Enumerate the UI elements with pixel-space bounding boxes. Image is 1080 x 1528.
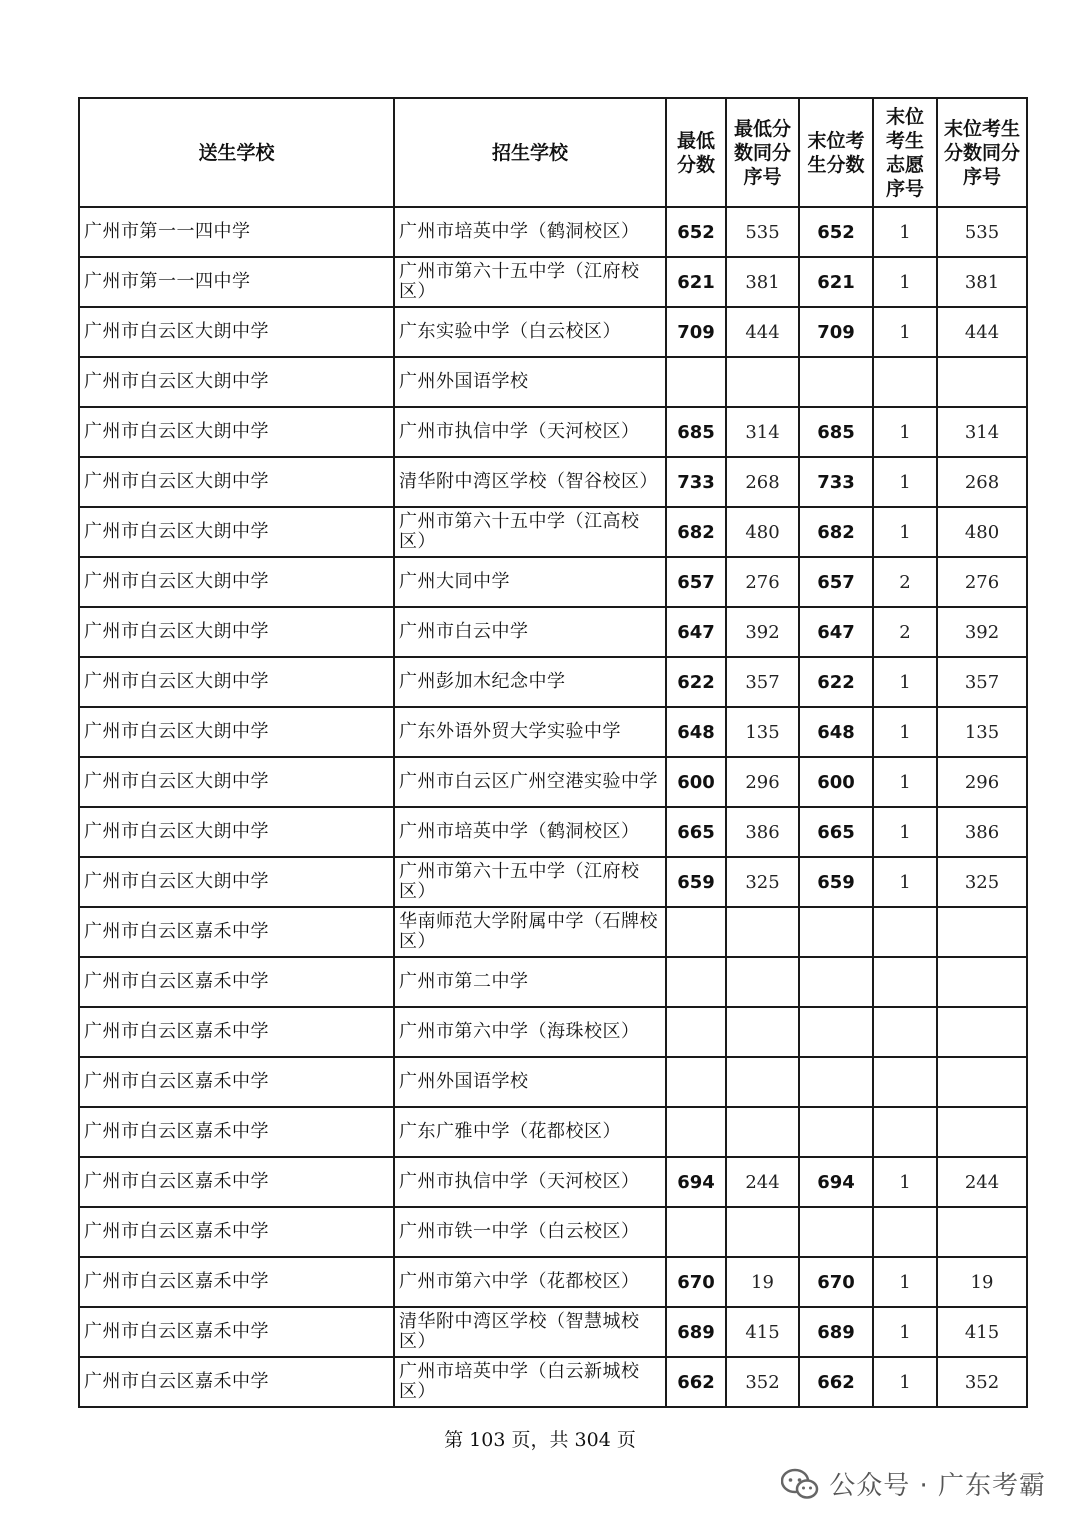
cell-sender-school: 广州市白云区大朗中学	[79, 807, 394, 857]
cell-last-wish-number: 1	[873, 1157, 937, 1207]
cell-last-wish-number: 1	[873, 207, 937, 257]
cell-recruiting-school: 广州市执信中学（天河校区）	[394, 407, 666, 457]
cell-min-score-rank: 352	[726, 1357, 799, 1407]
cell-sender-school: 广州市白云区大朗中学	[79, 857, 394, 907]
cell-recruiting-school: 广州外国语学校	[394, 1057, 666, 1107]
cell-last-wish-number	[873, 957, 937, 1007]
cell-min-score-rank: 135	[726, 707, 799, 757]
table-row	[79, 1057, 1027, 1107]
table-row	[79, 1257, 1027, 1307]
cell-recruiting-school: 广东外语外贸大学实验中学	[394, 707, 666, 757]
cell-last-wish-number: 1	[873, 407, 937, 457]
cell-last-wish-number: 1	[873, 307, 937, 357]
cell-sender-school: 广州市第一一四中学	[79, 257, 394, 307]
cell-min-score-rank: 392	[726, 607, 799, 657]
cell-last-score-rank: 276	[937, 557, 1027, 607]
cell-min-score-rank: 444	[726, 307, 799, 357]
table-row	[79, 607, 1027, 657]
cell-last-score-rank	[937, 1107, 1027, 1157]
cell-last-score: 657	[799, 557, 873, 607]
cell-min-score-rank: 276	[726, 557, 799, 607]
table-row	[79, 407, 1027, 457]
cell-min-score-rank: 381	[726, 257, 799, 307]
cell-min-score: 662	[666, 1357, 726, 1407]
cell-min-score: 665	[666, 807, 726, 857]
cell-last-score-rank: 314	[937, 407, 1027, 457]
cell-min-score: 733	[666, 457, 726, 507]
cell-last-wish-number: 1	[873, 257, 937, 307]
cell-min-score: 621	[666, 257, 726, 307]
cell-sender-school: 广州市白云区大朗中学	[79, 707, 394, 757]
cell-last-score-rank	[937, 907, 1027, 957]
cell-last-wish-number: 1	[873, 757, 937, 807]
cell-recruiting-school: 广州市第六十五中学（江府校区）	[394, 257, 666, 307]
cell-last-score	[799, 907, 873, 957]
cell-last-score-rank: 381	[937, 257, 1027, 307]
cell-recruiting-school: 华南师范大学附属中学（石牌校区）	[394, 907, 666, 957]
cell-recruiting-school: 广州市第六中学（海珠校区）	[394, 1007, 666, 1057]
cell-last-score: 670	[799, 1257, 873, 1307]
table-row	[79, 457, 1027, 507]
cell-recruiting-school: 广州市培英中学（白云新城校区）	[394, 1357, 666, 1407]
header-last-score: 末位考 生分数	[799, 98, 873, 207]
cell-last-score: 659	[799, 857, 873, 907]
cell-sender-school: 广州市白云区嘉禾中学	[79, 1357, 394, 1407]
header-last-score-rank: 末位考生 分数同分 序号	[937, 98, 1027, 207]
cell-last-wish-number	[873, 357, 937, 407]
cell-sender-school: 广州市白云区大朗中学	[79, 457, 394, 507]
table-row	[79, 757, 1027, 807]
cell-sender-school: 广州市白云区嘉禾中学	[79, 1107, 394, 1157]
cell-min-score: 659	[666, 857, 726, 907]
cell-last-score: 600	[799, 757, 873, 807]
cell-recruiting-school: 广东广雅中学（花都校区）	[394, 1107, 666, 1157]
cell-min-score: 652	[666, 207, 726, 257]
cell-last-score: 694	[799, 1157, 873, 1207]
admission-table	[78, 97, 1028, 1408]
cell-last-score	[799, 357, 873, 407]
cell-recruiting-school: 广州市铁一中学（白云校区）	[394, 1207, 666, 1257]
cell-sender-school: 广州市白云区大朗中学	[79, 407, 394, 457]
cell-last-score-rank: 392	[937, 607, 1027, 657]
cell-sender-school: 广州市白云区嘉禾中学	[79, 1207, 394, 1257]
cell-last-score-rank: 444	[937, 307, 1027, 357]
cell-recruiting-school: 广东实验中学（白云校区）	[394, 307, 666, 357]
cell-recruiting-school: 广州市第六十五中学（江府校区）	[394, 857, 666, 907]
cell-last-wish-number: 2	[873, 557, 937, 607]
cell-min-score-rank: 535	[726, 207, 799, 257]
cell-min-score	[666, 1207, 726, 1257]
cell-sender-school: 广州市白云区嘉禾中学	[79, 1007, 394, 1057]
cell-last-wish-number: 1	[873, 1307, 937, 1357]
cell-last-score-rank: 135	[937, 707, 1027, 757]
cell-last-score-rank: 535	[937, 207, 1027, 257]
cell-sender-school: 广州市白云区嘉禾中学	[79, 1257, 394, 1307]
cell-last-wish-number: 1	[873, 707, 937, 757]
cell-last-score: 685	[799, 407, 873, 457]
cell-min-score	[666, 957, 726, 1007]
cell-last-score	[799, 1007, 873, 1057]
table-row	[79, 907, 1027, 957]
table-row	[79, 1107, 1027, 1157]
table-row	[79, 1357, 1027, 1407]
cell-last-score-rank: 357	[937, 657, 1027, 707]
table-row	[79, 557, 1027, 607]
cell-last-score-rank	[937, 1007, 1027, 1057]
cell-sender-school: 广州市白云区嘉禾中学	[79, 957, 394, 1007]
cell-min-score-rank: 386	[726, 807, 799, 857]
cell-min-score: 657	[666, 557, 726, 607]
table-row	[79, 857, 1027, 907]
cell-min-score-rank	[726, 1007, 799, 1057]
cell-min-score-rank	[726, 907, 799, 957]
cell-min-score: 709	[666, 307, 726, 357]
cell-last-score-rank	[937, 1207, 1027, 1257]
cell-min-score-rank: 244	[726, 1157, 799, 1207]
cell-recruiting-school: 清华附中湾区学校（智谷校区）	[394, 457, 666, 507]
cell-last-score: 652	[799, 207, 873, 257]
cell-last-score-rank	[937, 1057, 1027, 1107]
table-row	[79, 657, 1027, 707]
cell-last-score-rank	[937, 957, 1027, 1007]
cell-sender-school: 广州市白云区大朗中学	[79, 607, 394, 657]
header-recruiting-school: 招生学校	[394, 98, 666, 207]
cell-recruiting-school: 广州市第六中学（花都校区）	[394, 1257, 666, 1307]
cell-last-score: 733	[799, 457, 873, 507]
admission-table-container	[78, 97, 1026, 1408]
cell-last-score-rank: 244	[937, 1157, 1027, 1207]
cell-last-score: 662	[799, 1357, 873, 1407]
table-row	[79, 257, 1027, 307]
table-row	[79, 307, 1027, 357]
header-sender-school: 送生学校	[79, 98, 394, 207]
table-row	[79, 1007, 1027, 1057]
cell-last-wish-number: 1	[873, 857, 937, 907]
cell-min-score	[666, 907, 726, 957]
cell-last-score: 689	[799, 1307, 873, 1357]
cell-min-score: 600	[666, 757, 726, 807]
cell-last-score-rank: 325	[937, 857, 1027, 907]
cell-recruiting-school: 广州彭加木纪念中学	[394, 657, 666, 707]
cell-last-score: 622	[799, 657, 873, 707]
cell-last-score	[799, 1207, 873, 1257]
cell-min-score-rank	[726, 357, 799, 407]
table-row	[79, 207, 1027, 257]
cell-min-score: 685	[666, 407, 726, 457]
cell-sender-school: 广州市白云区大朗中学	[79, 757, 394, 807]
cell-min-score-rank: 325	[726, 857, 799, 907]
table-row	[79, 1207, 1027, 1257]
cell-min-score: 682	[666, 507, 726, 557]
cell-recruiting-school: 广州市白云中学	[394, 607, 666, 657]
cell-last-score	[799, 957, 873, 1007]
header-min-score-rank: 最低分 数同分 序号	[726, 98, 799, 207]
cell-last-score	[799, 1057, 873, 1107]
cell-min-score	[666, 1007, 726, 1057]
table-row	[79, 357, 1027, 407]
cell-last-score: 648	[799, 707, 873, 757]
cell-last-score-rank: 415	[937, 1307, 1027, 1357]
cell-last-score-rank: 480	[937, 507, 1027, 557]
cell-min-score	[666, 1107, 726, 1157]
cell-recruiting-school: 广州外国语学校	[394, 357, 666, 407]
cell-min-score-rank	[726, 957, 799, 1007]
cell-last-wish-number	[873, 1057, 937, 1107]
table-row	[79, 1307, 1027, 1357]
cell-min-score-rank	[726, 1207, 799, 1257]
cell-min-score-rank	[726, 1107, 799, 1157]
header-min-score: 最低 分数	[666, 98, 726, 207]
cell-last-wish-number: 1	[873, 507, 937, 557]
cell-last-score: 621	[799, 257, 873, 307]
table-row	[79, 957, 1027, 1007]
cell-min-score	[666, 1057, 726, 1107]
cell-last-wish-number	[873, 907, 937, 957]
cell-min-score: 694	[666, 1157, 726, 1207]
cell-min-score-rank	[726, 1057, 799, 1107]
cell-last-wish-number: 1	[873, 807, 937, 857]
cell-recruiting-school: 广州市执信中学（天河校区）	[394, 1157, 666, 1207]
cell-last-score: 682	[799, 507, 873, 557]
cell-min-score: 689	[666, 1307, 726, 1357]
cell-recruiting-school: 广州市第二中学	[394, 957, 666, 1007]
cell-min-score-rank: 268	[726, 457, 799, 507]
cell-sender-school: 广州市白云区嘉禾中学	[79, 1157, 394, 1207]
cell-last-score-rank: 386	[937, 807, 1027, 857]
table-row	[79, 507, 1027, 557]
cell-last-wish-number	[873, 1007, 937, 1057]
cell-sender-school: 广州市第一一四中学	[79, 207, 394, 257]
cell-last-score-rank: 296	[937, 757, 1027, 807]
cell-sender-school: 广州市白云区嘉禾中学	[79, 1057, 394, 1107]
cell-sender-school: 广州市白云区大朗中学	[79, 507, 394, 557]
header-last-wish-number: 末位 考生 志愿 序号	[873, 98, 937, 207]
cell-last-score: 665	[799, 807, 873, 857]
table-row	[79, 707, 1027, 757]
cell-last-score-rank: 352	[937, 1357, 1027, 1407]
cell-sender-school: 广州市白云区嘉禾中学	[79, 1307, 394, 1357]
table-body	[79, 207, 1027, 1407]
cell-last-wish-number: 1	[873, 1357, 937, 1407]
cell-min-score-rank: 19	[726, 1257, 799, 1307]
cell-last-score	[799, 1107, 873, 1157]
cell-last-wish-number: 1	[873, 457, 937, 507]
cell-min-score-rank: 296	[726, 757, 799, 807]
cell-recruiting-school: 广州市白云区广州空港实验中学	[394, 757, 666, 807]
cell-min-score-rank: 415	[726, 1307, 799, 1357]
cell-last-wish-number	[873, 1107, 937, 1157]
cell-recruiting-school: 广州大同中学	[394, 557, 666, 607]
table-row	[79, 807, 1027, 857]
cell-recruiting-school: 广州市培英中学（鹤洞校区）	[394, 807, 666, 857]
watermark	[781, 1465, 1046, 1502]
cell-last-wish-number: 1	[873, 1257, 937, 1307]
cell-recruiting-school: 清华附中湾区学校（智慧城校区）	[394, 1307, 666, 1357]
cell-min-score-rank: 314	[726, 407, 799, 457]
cell-last-score: 647	[799, 607, 873, 657]
cell-min-score: 622	[666, 657, 726, 707]
table-row	[79, 1157, 1027, 1207]
wechat-official-account-icon	[781, 1468, 819, 1500]
cell-last-wish-number: 2	[873, 607, 937, 657]
cell-min-score-rank: 357	[726, 657, 799, 707]
cell-last-score-rank: 19	[937, 1257, 1027, 1307]
cell-sender-school: 广州市白云区嘉禾中学	[79, 907, 394, 957]
cell-sender-school: 广州市白云区大朗中学	[79, 657, 394, 707]
cell-min-score: 648	[666, 707, 726, 757]
cell-last-wish-number	[873, 1207, 937, 1257]
cell-recruiting-school: 广州市培英中学（鹤洞校区）	[394, 207, 666, 257]
cell-min-score	[666, 357, 726, 407]
cell-sender-school: 广州市白云区大朗中学	[79, 557, 394, 607]
page-number: 第 103 页，共 304 页	[444, 1429, 636, 1451]
cell-min-score-rank: 480	[726, 507, 799, 557]
cell-last-score: 709	[799, 307, 873, 357]
cell-last-score-rank	[937, 357, 1027, 407]
cell-sender-school: 广州市白云区大朗中学	[79, 357, 394, 407]
cell-recruiting-school: 广州市第六十五中学（江高校区）	[394, 507, 666, 557]
cell-last-score-rank: 268	[937, 457, 1027, 507]
cell-sender-school: 广州市白云区大朗中学	[79, 307, 394, 357]
watermark-text: 公众号 · 广东考霸	[829, 1471, 1046, 1501]
cell-min-score: 647	[666, 607, 726, 657]
cell-last-wish-number: 1	[873, 657, 937, 707]
table-header-row	[79, 98, 1027, 207]
cell-min-score: 670	[666, 1257, 726, 1307]
